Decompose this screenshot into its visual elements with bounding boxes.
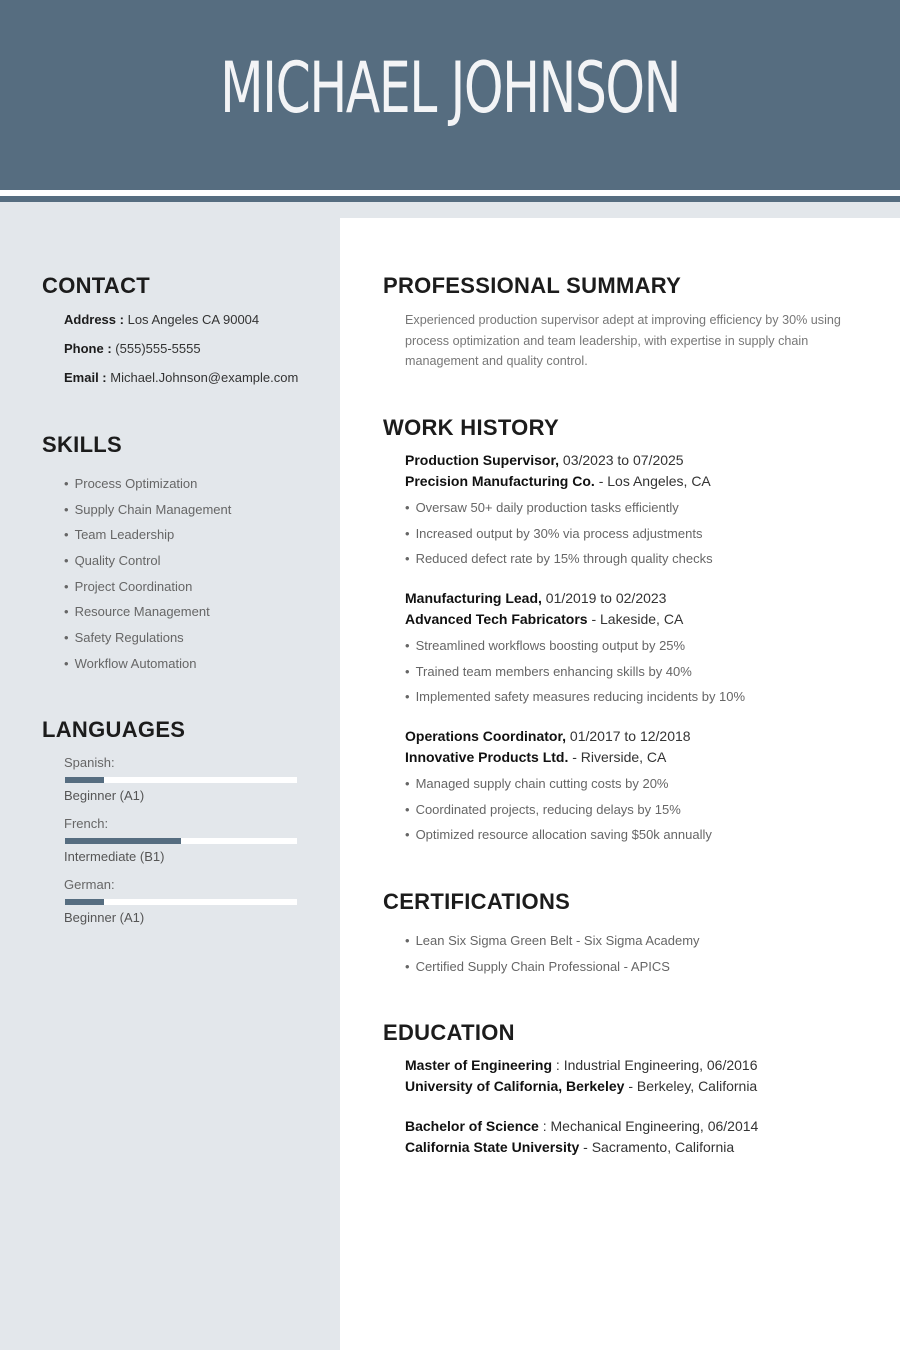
email-label: Email :	[64, 370, 107, 385]
job-dates: 03/2023 to 07/2025	[562, 452, 684, 468]
languages-heading: LANGUAGES	[42, 717, 186, 742]
email-value: Michael.Johnson@example.com	[110, 370, 299, 385]
job-bullets	[405, 775, 712, 852]
job-title: Production Supervisor,	[405, 452, 560, 468]
language-name: German:	[64, 877, 115, 892]
job-title: Operations Coordinator,	[405, 728, 567, 744]
language-bar	[65, 899, 297, 905]
job-company: Innovative Products Ltd.	[405, 749, 569, 765]
language-bar-fill	[65, 838, 181, 844]
contact-phone	[64, 341, 201, 356]
job-bullet: • Implemented safety measures reducing incidents by 10%	[405, 688, 745, 714]
job-title-line	[405, 590, 666, 606]
job-company: Advanced Tech Fabricators	[405, 611, 588, 627]
phone-label: Phone :	[64, 341, 112, 356]
job-bullet: • Oversaw 50+ daily production tasks efficiently	[405, 499, 713, 525]
education-heading: EDUCATION	[383, 1020, 515, 1045]
education-location: - Berkeley, California	[628, 1078, 758, 1094]
job-dates: 01/2017 to 12/2018	[569, 728, 691, 744]
job-company-line	[405, 473, 711, 489]
summary-heading: PROFESSIONAL SUMMARY	[383, 273, 682, 298]
job-location: - Los Angeles, CA	[598, 473, 711, 489]
certifications-list	[405, 932, 700, 983]
job-bullet: • Coordinated projects, reducing delays by 15%	[405, 801, 712, 827]
job-location: - Riverside, CA	[572, 749, 667, 765]
job-bullet: • Trained team members enhancing skills by 40%	[405, 663, 745, 689]
job-bullets	[405, 499, 713, 576]
job-title-line	[405, 452, 684, 468]
education-school-line	[405, 1078, 757, 1094]
skill-item: • Resource Management	[64, 603, 231, 629]
certifications-heading: CERTIFICATIONS	[383, 889, 571, 914]
header-banner	[0, 0, 900, 190]
candidate-name: MICHAEL JOHNSON	[220, 47, 680, 129]
job-bullet: • Reduced defect rate by 15% through quality checks	[405, 550, 713, 576]
contact-address	[64, 312, 259, 327]
skills-list	[64, 475, 231, 681]
skill-item: • Project Coordination	[64, 578, 231, 604]
job-company-line	[405, 611, 683, 627]
job-title: Manufacturing Lead,	[405, 590, 542, 606]
education-location: - Sacramento, California	[583, 1139, 735, 1155]
language-bar	[65, 838, 297, 844]
job-bullet: • Streamlined workflows boosting output by 25%	[405, 637, 745, 663]
job-bullets	[405, 637, 745, 714]
skill-item: • Team Leadership	[64, 526, 231, 552]
language-bar-fill	[65, 899, 104, 905]
education-school: University of California, Berkeley	[405, 1078, 625, 1094]
job-company-line	[405, 749, 666, 765]
skill-item: • Workflow Automation	[64, 655, 231, 681]
education-degree-line	[405, 1118, 758, 1134]
education-school-line	[405, 1139, 734, 1155]
job-company: Precision Manufacturing Co.	[405, 473, 595, 489]
job-dates: 01/2019 to 02/2023	[545, 590, 667, 606]
language-name: Spanish:	[64, 755, 115, 770]
language-bar-fill	[65, 777, 104, 783]
summary-text: Experienced production supervisor adept at improving efficiency by 30% using process optimization and team leadership, with expertise in supply chain management and quality control.	[405, 313, 841, 368]
language-level: Beginner (A1)	[64, 788, 145, 803]
contact-email	[64, 370, 298, 385]
education-field: : Mechanical Engineering, 06/2014	[542, 1118, 759, 1134]
phone-value: (555)555-5555	[115, 341, 201, 356]
job-title-line	[405, 728, 691, 744]
education-degree: Master of Engineering	[405, 1057, 553, 1073]
education-field: : Industrial Engineering, 06/2016	[555, 1057, 758, 1073]
language-bar	[65, 777, 297, 783]
address-label: Address :	[64, 312, 124, 327]
job-bullet: • Optimized resource allocation saving $50k annually	[405, 826, 712, 852]
skill-item: • Process Optimization	[64, 475, 231, 501]
education-degree-line	[405, 1057, 758, 1073]
certification-item: • Certified Supply Chain Professional - APICS	[405, 958, 700, 984]
language-level: Intermediate (B1)	[64, 849, 165, 864]
job-location: - Lakeside, CA	[591, 611, 684, 627]
certification-item: • Lean Six Sigma Green Belt - Six Sigma Academy	[405, 932, 700, 958]
skill-item: • Supply Chain Management	[64, 501, 231, 527]
job-bullet: • Increased output by 30% via process adjustments	[405, 525, 713, 551]
job-bullet: • Managed supply chain cutting costs by 20%	[405, 775, 712, 801]
skills-heading: SKILLS	[42, 432, 123, 457]
language-name: French:	[64, 816, 109, 831]
skill-item: • Quality Control	[64, 552, 231, 578]
work-history-heading: WORK HISTORY	[383, 415, 559, 440]
address-value: Los Angeles CA 90004	[127, 312, 260, 327]
content-top-strip	[340, 202, 900, 218]
language-level: Beginner (A1)	[64, 910, 145, 925]
skill-item: • Safety Regulations	[64, 629, 231, 655]
contact-heading: CONTACT	[42, 273, 151, 298]
education-school: California State University	[405, 1139, 580, 1155]
education-degree: Bachelor of Science	[405, 1118, 539, 1134]
